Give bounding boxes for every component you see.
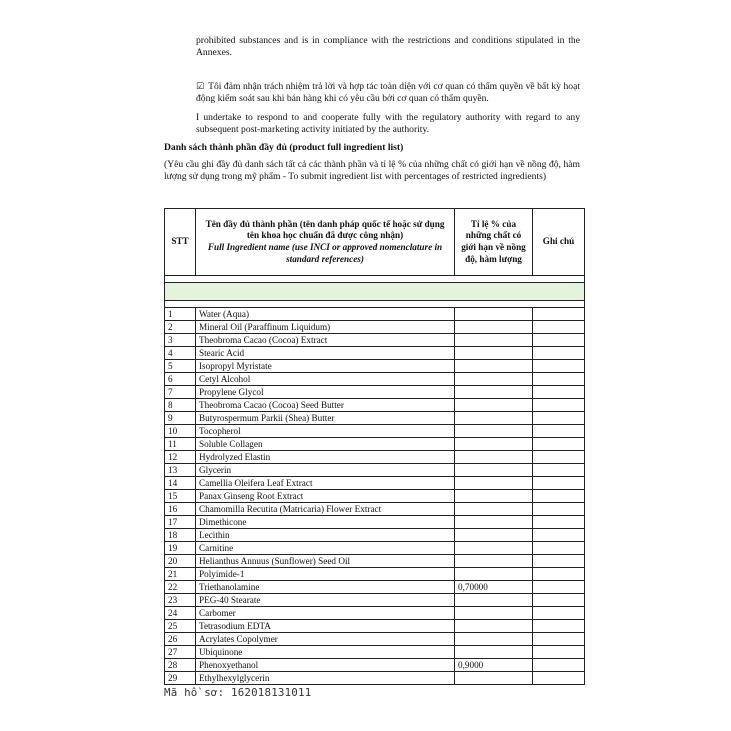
commitment-en-paragraph: I undertake to respond to and cooperate fully with the regulatory authority with regard to any subsequent post-marketing activity initiated by the authority. <box>196 112 580 136</box>
table-row <box>165 542 585 555</box>
cell-stt: 29 <box>165 672 196 685</box>
table-row <box>165 373 585 386</box>
cell-name: Panax Ginseng Root Extract <box>196 490 455 503</box>
cell-percent <box>455 516 533 529</box>
table-row <box>165 581 585 594</box>
table-row <box>165 516 585 529</box>
cell-percent <box>455 360 533 373</box>
cell-name: Ethylhexylglycerin <box>196 672 455 685</box>
cell-percent <box>455 321 533 334</box>
cell-note <box>533 620 585 633</box>
cell-name: Glycerin <box>196 464 455 477</box>
cell-name: Mineral Oil (Paraffinum Liquidum) <box>196 321 455 334</box>
header-stt: STT <box>165 209 196 276</box>
cell-percent <box>455 412 533 425</box>
cell-percent <box>455 347 533 360</box>
cell-note <box>533 581 585 594</box>
ingredient-list-heading: Danh sách thành phần đầy đủ (product full ingredient list) <box>164 142 404 153</box>
cell-name: Soluble Collagen <box>196 438 455 451</box>
cell-name: Hydrolyzed Elastin <box>196 451 455 464</box>
cell-stt: 13 <box>165 464 196 477</box>
cell-stt: 28 <box>165 659 196 672</box>
cell-note <box>533 607 585 620</box>
table-row <box>165 334 585 347</box>
cell-name: Camellia Oleifera Leaf Extract <box>196 477 455 490</box>
cell-note <box>533 412 585 425</box>
cell-name: Isopropyl Myristate <box>196 360 455 373</box>
cell-percent <box>455 477 533 490</box>
table-row <box>165 529 585 542</box>
cell-percent <box>455 568 533 581</box>
cell-stt: 6 <box>165 373 196 386</box>
table-header-row <box>165 209 585 276</box>
cell-note <box>533 490 585 503</box>
cell-stt: 3 <box>165 334 196 347</box>
cell-stt: 2 <box>165 321 196 334</box>
table-row <box>165 308 585 321</box>
cell-stt: 23 <box>165 594 196 607</box>
cell-percent <box>455 607 533 620</box>
table-row <box>165 477 585 490</box>
cell-stt: 8 <box>165 399 196 412</box>
cell-percent <box>455 672 533 685</box>
header-note: Ghi chú <box>533 209 585 276</box>
cell-name: Ubiquinone <box>196 646 455 659</box>
ingredient-table <box>164 208 585 685</box>
cell-stt: 5 <box>165 360 196 373</box>
table-row <box>165 425 585 438</box>
cell-stt: 24 <box>165 607 196 620</box>
header-percent: Tỉ lệ % của những chất có giới hạn về nồng độ, hàm lượng <box>455 209 533 276</box>
cell-name: Acrylates Copolymer <box>196 633 455 646</box>
cell-name: Theobroma Cacao (Cocoa) Seed Butter <box>196 399 455 412</box>
cell-percent <box>455 464 533 477</box>
cell-percent <box>455 490 533 503</box>
commitment-vi-text: Tôi đảm nhận trách nhiệm trả lời và hợp tác toàn diện với cơ quan có thẩm quyền về bất kỳ hoạt động kiểm soát sau khi bán hàng khi có yêu cầu bởi cơ quan có thẩm quyền. <box>196 81 580 105</box>
cell-name: Lecithin <box>196 529 455 542</box>
cell-percent <box>455 334 533 347</box>
table-row <box>165 347 585 360</box>
table-row <box>165 607 585 620</box>
table-row <box>165 672 585 685</box>
table-row <box>165 646 585 659</box>
cell-name: Butyrospermum Parkii (Shea) Butter <box>196 412 455 425</box>
cell-percent <box>455 503 533 516</box>
cell-note <box>533 529 585 542</box>
file-code: Mã hồ sơ: 162018131011 <box>164 686 312 699</box>
cell-note <box>533 308 585 321</box>
cell-percent <box>455 451 533 464</box>
cell-note <box>533 451 585 464</box>
cell-name: PEG-40 Stearate <box>196 594 455 607</box>
cell-stt: 7 <box>165 386 196 399</box>
intro-paragraph: prohibited substances and is in compliance with the restrictions and conditions stipulated in the Annexes. <box>196 35 580 59</box>
cell-percent <box>455 373 533 386</box>
table-row <box>165 659 585 672</box>
cell-name: Phenoxyethanol <box>196 659 455 672</box>
cell-name: Carnitine <box>196 542 455 555</box>
cell-stt: 1 <box>165 308 196 321</box>
table-row <box>165 321 585 334</box>
cell-name: Cetyl Alcohol <box>196 373 455 386</box>
table-row <box>165 399 585 412</box>
cell-stt: 20 <box>165 555 196 568</box>
cell-stt: 17 <box>165 516 196 529</box>
cell-percent <box>455 646 533 659</box>
cell-stt: 19 <box>165 542 196 555</box>
cell-note <box>533 503 585 516</box>
table-row <box>165 555 585 568</box>
cell-stt: 4 <box>165 347 196 360</box>
table-row <box>165 464 585 477</box>
cell-note <box>533 477 585 490</box>
cell-name: Polyimide-1 <box>196 568 455 581</box>
table-row <box>165 503 585 516</box>
cell-stt: 11 <box>165 438 196 451</box>
cell-percent <box>455 620 533 633</box>
cell-percent: 0,9000 <box>455 659 533 672</box>
cell-name: Triethanolamine <box>196 581 455 594</box>
cell-name: Helianthus Annuus (Sunflower) Seed Oil <box>196 555 455 568</box>
cell-percent <box>455 386 533 399</box>
table-row <box>165 633 585 646</box>
ingredient-list-note: (Yêu cầu ghi đầy đủ danh sách tất cả các thành phần và tỉ lệ % của những chất có giới hạn về nồng độ, hàm lượng sử dụng trong mỹ phẩm - To submit ingredient list with percentages of restricted ingredients) <box>164 159 580 183</box>
cell-name: Tocopherol <box>196 425 455 438</box>
cell-name: Carbomer <box>196 607 455 620</box>
header-ingredient-name <box>196 209 455 276</box>
cell-name: Water (Aqua) <box>196 308 455 321</box>
cell-note <box>533 555 585 568</box>
cell-note <box>533 321 585 334</box>
cell-stt: 18 <box>165 529 196 542</box>
table-spacer-row <box>165 276 585 283</box>
table-row <box>165 594 585 607</box>
checked-box-icon: ☑ <box>196 82 205 92</box>
cell-note <box>533 659 585 672</box>
cell-name: Dimethicone <box>196 516 455 529</box>
cell-note <box>533 633 585 646</box>
cell-note <box>533 386 585 399</box>
header-name-en: Full Ingredient name (use INCI or approved nomenclature in standard references) <box>207 242 443 264</box>
cell-percent <box>455 399 533 412</box>
cell-note <box>533 399 585 412</box>
table-row <box>165 386 585 399</box>
cell-name: Theobroma Cacao (Cocoa) Extract <box>196 334 455 347</box>
cell-stt: 22 <box>165 581 196 594</box>
cell-stt: 16 <box>165 503 196 516</box>
table-row <box>165 490 585 503</box>
cell-percent: 0,70000 <box>455 581 533 594</box>
table-band-row <box>165 283 585 301</box>
cell-stt: 21 <box>165 568 196 581</box>
cell-stt: 10 <box>165 425 196 438</box>
cell-note <box>533 542 585 555</box>
table-row <box>165 451 585 464</box>
cell-note <box>533 360 585 373</box>
cell-note <box>533 568 585 581</box>
header-name-vi: Tên đầy đủ thành phần (tên danh pháp quốc tế hoặc sử dụng tên khoa học chuẩn đã được công nhận) <box>205 218 445 241</box>
table-spacer-row <box>165 301 585 308</box>
cell-percent <box>455 425 533 438</box>
cell-note <box>533 347 585 360</box>
cell-percent <box>455 633 533 646</box>
table-row <box>165 412 585 425</box>
cell-note <box>533 334 585 347</box>
cell-stt: 9 <box>165 412 196 425</box>
table-row <box>165 620 585 633</box>
cell-stt: 15 <box>165 490 196 503</box>
cell-stt: 12 <box>165 451 196 464</box>
cell-note <box>533 516 585 529</box>
cell-stt: 25 <box>165 620 196 633</box>
cell-percent <box>455 438 533 451</box>
cell-note <box>533 594 585 607</box>
cell-name: Tetrasodium EDTA <box>196 620 455 633</box>
cell-note <box>533 672 585 685</box>
cell-note <box>533 438 585 451</box>
cell-percent <box>455 529 533 542</box>
cell-name: Stearic Acid <box>196 347 455 360</box>
cell-percent <box>455 594 533 607</box>
cell-percent <box>455 555 533 568</box>
cell-note <box>533 464 585 477</box>
cell-note <box>533 373 585 386</box>
cell-note <box>533 425 585 438</box>
table-row <box>165 438 585 451</box>
cell-stt: 14 <box>165 477 196 490</box>
cell-note <box>533 646 585 659</box>
cell-name: Chamomilla Recutita (Matricaria) Flower Extract <box>196 503 455 516</box>
table-row <box>165 360 585 373</box>
cell-name: Propylene Glycol <box>196 386 455 399</box>
commitment-vi-paragraph <box>196 81 580 106</box>
cell-stt: 26 <box>165 633 196 646</box>
cell-stt: 27 <box>165 646 196 659</box>
cell-percent <box>455 308 533 321</box>
table-row <box>165 568 585 581</box>
cell-percent <box>455 542 533 555</box>
